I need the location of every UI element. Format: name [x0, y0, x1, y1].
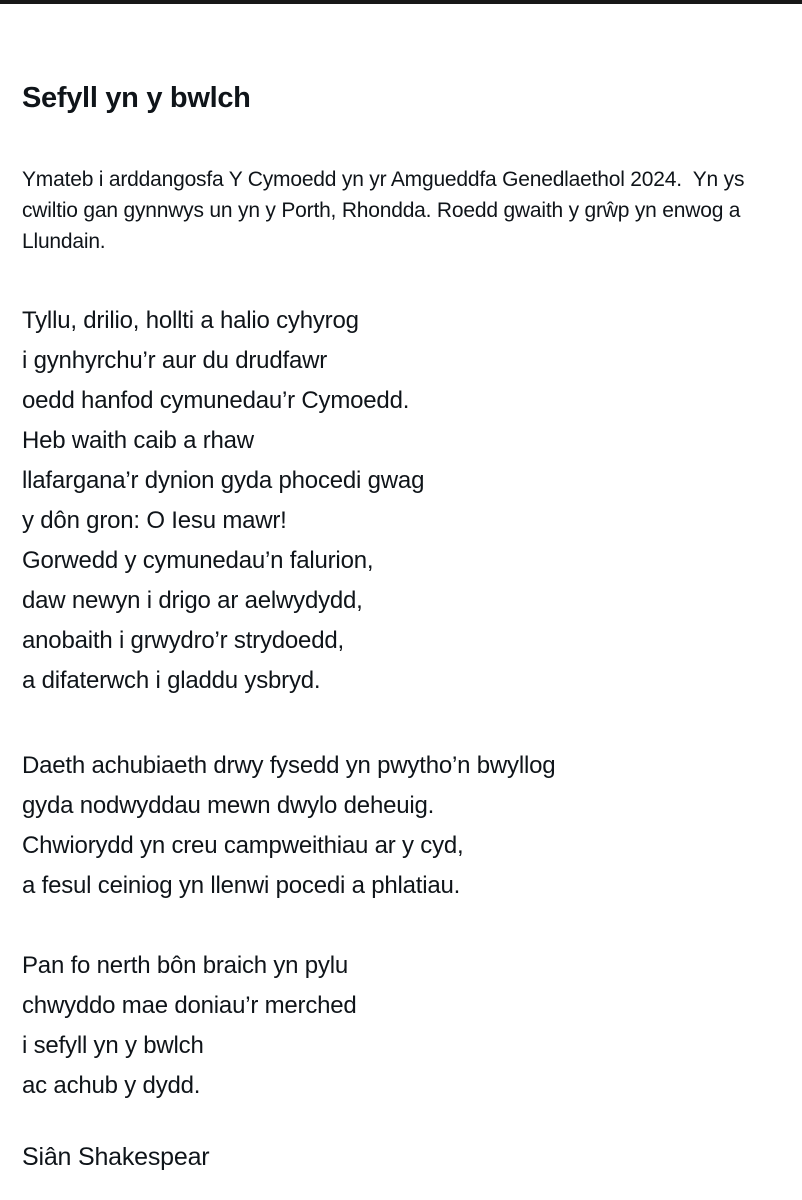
poem-line: Heb waith caib a rhaw [22, 427, 254, 454]
intro-paragraph [22, 164, 802, 257]
poem-line: y dôn gron: O Iesu mawr! [22, 507, 287, 534]
poem-line: i gynhyrchu’r aur du drudfawr [22, 347, 328, 374]
stanza-3 [22, 946, 802, 1106]
poem-line: Gorwedd y cymunedau’n falurion, [22, 547, 374, 574]
poem-line: anobaith i grwydro’r strydoedd, [22, 627, 344, 654]
intro-line: Llundain. [22, 230, 106, 253]
poem-line: llafargana’r dynion gyda phocedi gwag [22, 467, 425, 494]
poem-line: Chwiorydd yn creu campweithiau ar y cyd, [22, 832, 464, 859]
poem-line: ac achub y dydd. [22, 1072, 201, 1099]
poem-line: Tyllu, drilio, hollti a halio cyhyrog [22, 307, 359, 334]
poem-line: i sefyll yn y bwlch [22, 1032, 204, 1059]
poem-line: chwyddo mae doniau’r merched [22, 992, 357, 1019]
intro-line: Ymateb i arddangosfa Y Cymoedd yn yr Amgueddfa Genedlaethol 2024. Yn ys [22, 168, 745, 191]
poem-line: Pan fo nerth bôn braich yn pylu [22, 952, 349, 979]
poem-line: gyda nodwyddau mewn dwylo deheuig. [22, 792, 435, 819]
poem-document [0, 4, 802, 1173]
author-signature: Siân Shakespear [22, 1143, 210, 1171]
poem-line: a difaterwch i gladdu ysbryd. [22, 667, 321, 694]
poem-line: oedd hanfod cymunedau’r Cymoedd. [22, 387, 410, 414]
poem-line: daw newyn i drigo ar aelwydydd, [22, 587, 363, 614]
intro-line: cwiltio gan gynnwys un yn y Porth, Rhondda. Roedd gwaith y grŵp yn enwog a [22, 199, 741, 222]
poem-title: Sefyll yn y bwlch [22, 82, 251, 114]
poem-line: Daeth achubiaeth drwy fysedd yn pwytho’n bwyllog [22, 752, 556, 779]
poem-line: a fesul ceiniog yn llenwi pocedi a phlatiau. [22, 872, 461, 899]
stanza-1 [22, 301, 802, 701]
stanza-2 [22, 746, 802, 906]
